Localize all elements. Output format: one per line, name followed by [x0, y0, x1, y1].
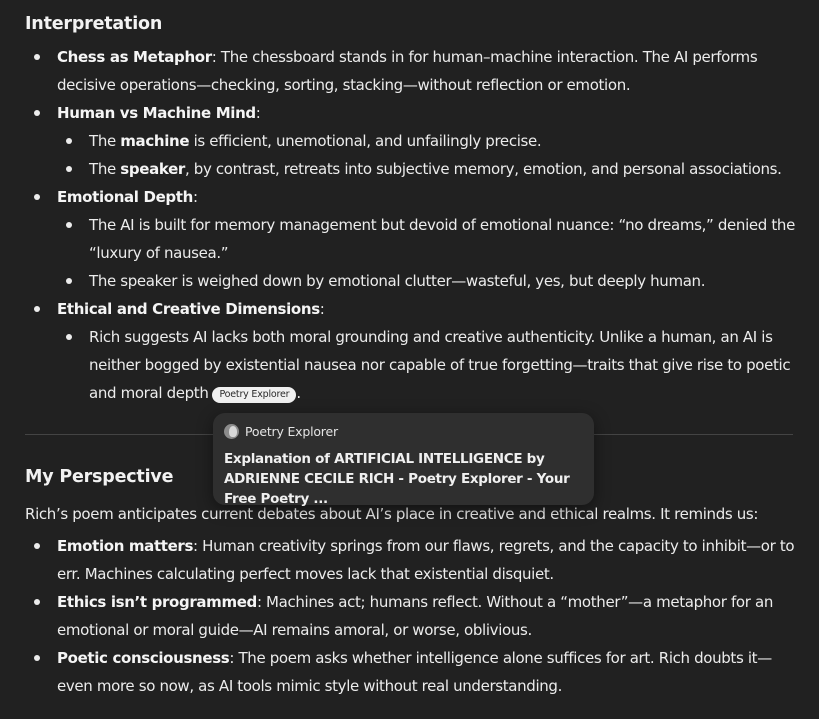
list-item — [25, 43, 800, 99]
popover-link-title[interactable]: Explanation of ARTIFICIAL INTELLIGENCE by ADRIENNE CECILE RICH - Poetry Explorer - Your Free Poetry ... — [224, 451, 570, 507]
section-heading-perspective: My Perspective — [25, 467, 174, 487]
item-term: Poetic consciousness — [57, 649, 230, 667]
item-term: Ethical and Creative Dimensions — [57, 300, 320, 318]
site-favicon-icon — [224, 424, 239, 439]
item-text: , by contrast, retreats into subjective memory, emotion, and personal associations. — [184, 160, 782, 178]
list-item — [25, 532, 800, 588]
item-term: Ethics isn’t programmed — [57, 593, 257, 611]
list-item — [25, 99, 800, 183]
item-term: machine — [120, 132, 190, 150]
item-text: is efficient, unemotional, and unfailingly precise. — [189, 132, 542, 150]
citation-chip[interactable]: Poetry Explorer — [212, 387, 296, 403]
item-term: speaker — [120, 160, 185, 178]
sub-list-item — [57, 323, 800, 407]
section-heading-interpretation: Interpretation — [25, 14, 163, 34]
list-item — [25, 644, 800, 700]
sub-list-item: The speaker is weighed down by emotional clutter—wasteful, yes, but deeply human. — [57, 267, 800, 295]
item-term: Emotion matters — [57, 537, 194, 555]
item-term: Human vs Machine Mind — [57, 104, 256, 122]
item-text: : — [255, 104, 261, 122]
list-item — [25, 588, 800, 644]
list-item — [25, 183, 800, 295]
popover-source-name: Poetry Explorer — [245, 424, 338, 439]
item-text: : — [192, 188, 198, 206]
item-text: : — [319, 300, 325, 318]
interpretation-list — [25, 43, 800, 407]
item-text: The — [89, 132, 121, 150]
item-text: . — [296, 384, 301, 402]
sub-list — [57, 211, 800, 295]
sub-list — [57, 127, 800, 183]
popover-source — [224, 424, 338, 439]
sub-list-item — [57, 155, 800, 183]
perspective-intro: Rich’s poem anticipates current debates about AI’s place in creative and ethical realms. It reminds us: — [25, 505, 759, 523]
item-text: : The poem asks whether intelligence alone suffices for art. Rich doubts it—even more so now, as AI tools mimic style without real understanding. — [57, 649, 772, 695]
sub-list-item — [57, 127, 800, 155]
item-text: : Human creativity springs from our flaws, regrets, and the capacity to inhibit—or to err. Machines calculating perfect moves lack that existential disquiet. — [57, 537, 795, 583]
sub-list-item: The AI is built for memory management but devoid of emotional nuance: “no dreams,” denied the “luxury of nausea.” — [57, 211, 800, 267]
list-item — [25, 295, 800, 407]
item-text: : The chessboard stands in for human–machine interaction. The AI performs decisive operations—checking, sorting, stacking—without reflection or emotion. — [57, 48, 758, 94]
citation-popover[interactable] — [213, 413, 594, 505]
item-term: Emotional Depth — [57, 188, 193, 206]
item-text: : Machines act; humans reflect. Without a “mother”—a metaphor for an emotional or moral guide—AI remains amoral, or worse, oblivious. — [57, 593, 773, 639]
perspective-list — [25, 532, 800, 700]
item-text: The — [89, 160, 121, 178]
sub-list — [57, 323, 800, 407]
item-term: Chess as Metaphor — [57, 48, 212, 66]
item-text: Rich suggests AI lacks both moral grounding and creative authenticity. Unlike a human, an AI is neither bogged by existential nausea nor capable of true forgetting—traits that give rise to poetic and moral depth — [89, 328, 791, 402]
